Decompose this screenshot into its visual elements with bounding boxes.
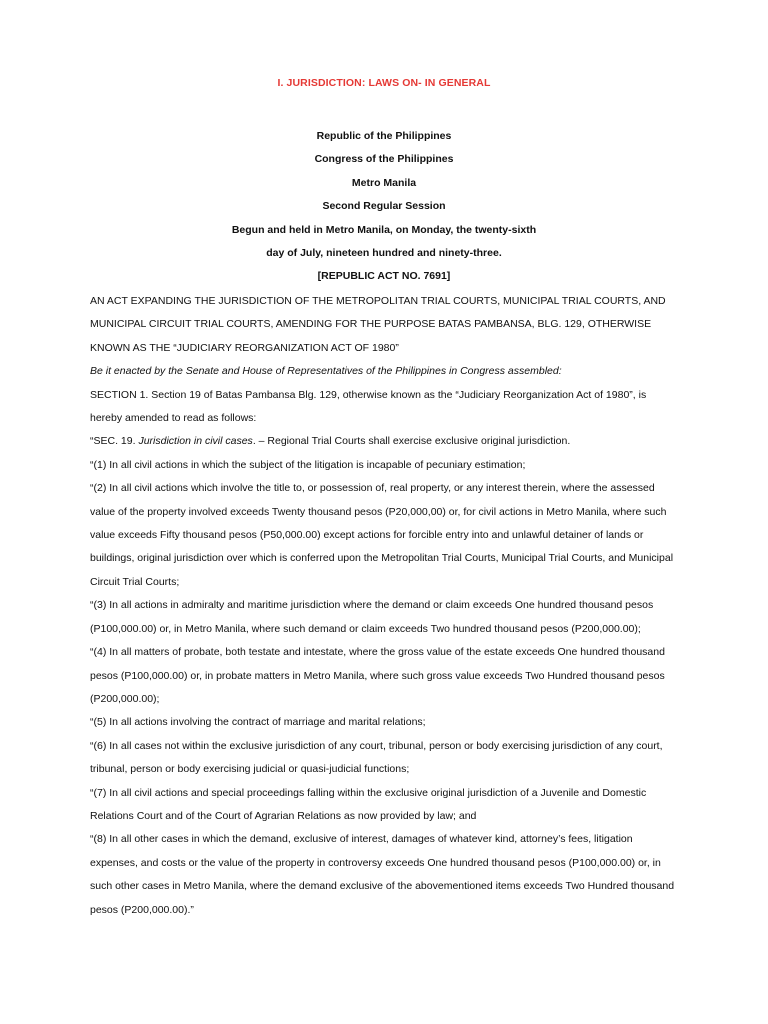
- sec-19-suffix: . – Regional Trial Courts shall exercise exclusive original jurisdiction.: [252, 435, 571, 448]
- preamble-line-session: Second Regular Session: [322, 200, 446, 213]
- list-item: “(2) In all civil actions which involve the title to, or possession of, real property, or any interest therein, where the assessed value of the property involved exceeds Twenty thousand pesos (P20,000,00) or, for civil actions in Metro Manila, where such value exceeds Fifty thousand pesos (P50,000.00) except actions for forcible entry into and unlawful detainer of lands or buildings, original jurisdiction over which is conferred upon the Metropolitan Trial Courts, Municipal Trial Courts, and Municipal Circuit Trial Courts;: [90, 482, 674, 588]
- preamble-line-begun: Begun and held in Metro Manila, on Monday, the twenty-sixth: [231, 223, 537, 236]
- document-heading: I. JURISDICTION: LAWS ON- IN GENERAL: [277, 77, 491, 89]
- sec-19-prefix: “SEC. 19.: [90, 435, 139, 448]
- list-item: “(1) In all civil actions in which the subject of the litigation is incapable of pecuniary estimation;: [90, 458, 526, 471]
- sec-19-intro: [90, 430, 680, 453]
- list-item: “(7) In all civil actions and special proceedings falling within the exclusive original jurisdiction of a Juvenile and Domestic Relations Court and of the Court of Agrarian Relations as now provided by law; and: [90, 786, 647, 822]
- preamble-line-date: day of July, nineteen hundred and ninety-three.: [266, 246, 502, 259]
- preamble-line-congress: Congress of the Philippines: [314, 153, 454, 166]
- list-item: “(8) In all other cases in which the demand, exclusive of interest, damages of whatever kind, attorney’s fees, litigation expenses, and costs or the value of the property in controversy exceeds One hundred thousand pesos (P100,000.00) or, in such other cases in Metro Manila, where the demand exclusive of the abovementioned items exceeds Two Hundred thousand pesos (P200,000.00).”: [90, 833, 675, 916]
- list-item: “(6) In all cases not within the exclusive jurisdiction of any court, tribunal, person or body exercising jurisdiction of any court, tribunal, person or body exercising judicial or quasi-judicial functions;: [90, 739, 663, 776]
- section-1: SECTION 1. Section 19 of Batas Pambansa Blg. 129, otherwise known as the “Judiciary Reorganization Act of 1980”, is hereby amended to read as follows:: [90, 388, 647, 425]
- list-item: “(3) In all actions in admiralty and maritime jurisdiction where the demand or claim exceeds One hundred thousand pesos (P100,000.00) or, in Metro Manila, where such demand or claim exceeds Two hundred thousand pesos (P200,000.00);: [90, 599, 654, 635]
- preamble-line-republic: Republic of the Philippines: [316, 130, 452, 142]
- document-body: [90, 290, 680, 922]
- republic-act-number: [REPUBLIC ACT NO. 7691]: [317, 270, 451, 283]
- sec-19-heading: Jurisdiction in civil cases: [138, 435, 253, 448]
- list-item: “(5) In all actions involving the contract of marriage and marital relations;: [90, 716, 426, 729]
- enacting-clause: Be it enacted by the Senate and House of Representatives of the Philippines in Congress assembled:: [90, 365, 562, 378]
- list-item: “(4) In all matters of probate, both testate and intestate, where the gross value of the estate exceeds One hundred thousand pesos (P100,000.00) or, in probate matters in Metro Manila, where such gross value exceeds Two Hundred thousand pesos (P200,000.00);: [90, 646, 665, 705]
- preamble-line-location: Metro Manila: [351, 176, 417, 189]
- preamble: [0, 125, 768, 289]
- act-title: AN ACT EXPANDING THE JURISDICTION OF THE METROPOLITAN TRIAL COURTS, MUNICIPAL TRIAL COURTS, AND MUNICIPAL CIRCUIT TRIAL COURTS, AMENDING FOR THE PURPOSE BATAS PAMBANSA, BLG. 129, OTHERWISE KNOWN AS THE “JUDICIARY REORGANIZATION ACT OF 1980”: [90, 295, 666, 354]
